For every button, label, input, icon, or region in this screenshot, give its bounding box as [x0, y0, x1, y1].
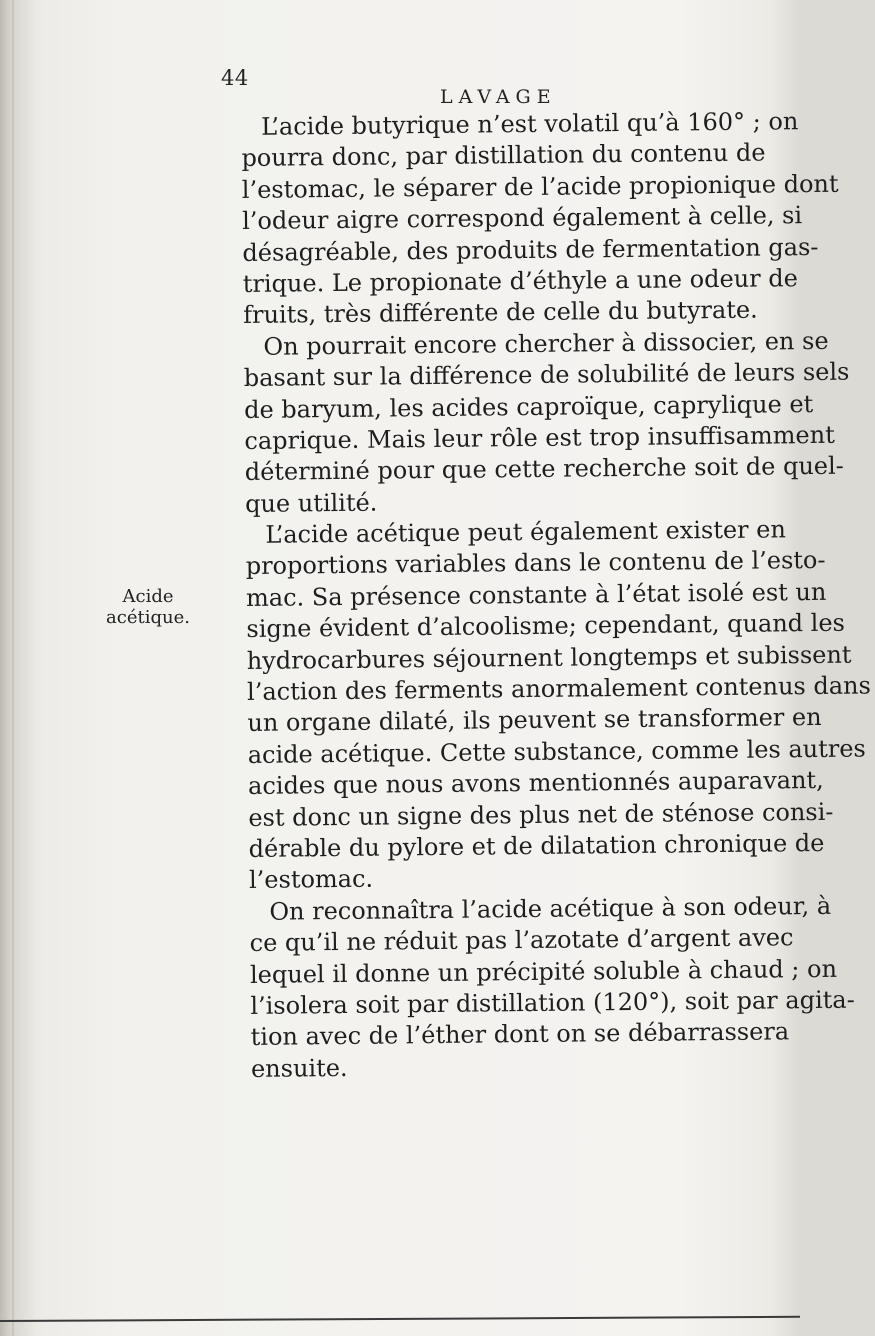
text-line: dérable du pylore et de dilatation chronique de — [248, 828, 825, 863]
margin-note-line: Acide — [122, 586, 174, 607]
text-line: pourra donc, par distillation du contenu de — [241, 138, 766, 173]
text-line: que utilité. — [244, 488, 378, 518]
text-line: On pourrait encore chercher à dissocier, en se — [263, 326, 829, 361]
text-line: fruits, très différente de celle du butyrate. — [242, 295, 758, 330]
text-line: On reconnaîtra l’acide acétique à son odeur, à — [269, 891, 832, 926]
text-line: l’estomac, le séparer de l’acide propionique dont — [241, 169, 839, 204]
text-line: l’action des ferments anormalement contenus dans — [246, 671, 871, 706]
text-line: caprique. Mais leur rôle est trop insuffisamment — [244, 420, 835, 455]
margin-note — [98, 586, 198, 628]
text-line: trique. Le propionate d’éthyle a une odeur de — [242, 264, 798, 298]
text-line: désagréable, des produits de fermentation gas- — [242, 232, 819, 267]
text-line: acide acétique. Cette substance, comme les autres — [247, 734, 866, 769]
body-text — [241, 107, 871, 1086]
page-number: 44 — [221, 66, 249, 90]
page-edge — [12, 0, 14, 1336]
text-line: mac. Sa présence constante à l’état isolé est un — [245, 577, 827, 612]
text-line: acides que nous avons mentionnés auparavant, — [247, 766, 824, 801]
text-line: L’acide acétique peut également exister en — [265, 515, 787, 549]
text-line: l’odeur aigre correspond également à celle, si — [241, 201, 803, 236]
text-line: proportions variables dans le contenu de l’esto- — [245, 546, 826, 581]
text-line: l’estomac. — [248, 865, 374, 895]
margin-note-line: acétique. — [106, 607, 190, 628]
text-line: lequel il donne un précipité soluble à chaud ; on — [249, 954, 838, 989]
text-line: ce qu’il ne réduit pas l’azotate d’argent avec — [249, 923, 794, 958]
page-bottom-edge — [0, 1316, 800, 1322]
text-line: l’isolera soit par distillation (120°), soit par agita- — [250, 985, 855, 1020]
text-line: hydrocarbures séjournent longtemps et subissent — [246, 640, 852, 675]
text-line: déterminé pour que cette recherche soit de quel- — [244, 452, 844, 487]
text-line: un organe dilaté, ils peuvent se transformer en — [247, 703, 822, 738]
text-line: ensuite. — [250, 1053, 348, 1083]
text-line: de baryum, les acides caproïque, caprylique et — [243, 389, 814, 424]
text-line: est donc un signe des plus net de sténose consi- — [248, 797, 834, 832]
text-line: signe évident d’alcoolisme; cependant, quand les — [246, 608, 846, 644]
text-line: L’acide butyrique n’est volatil qu’à 160° ; on — [261, 107, 799, 141]
text-line: basant sur la différence de solubilité de leurs sels — [243, 357, 850, 393]
running-title: LAVAGE — [440, 86, 557, 108]
text-line: tion avec de l’éther dont on se débarrassera — [250, 1017, 790, 1052]
